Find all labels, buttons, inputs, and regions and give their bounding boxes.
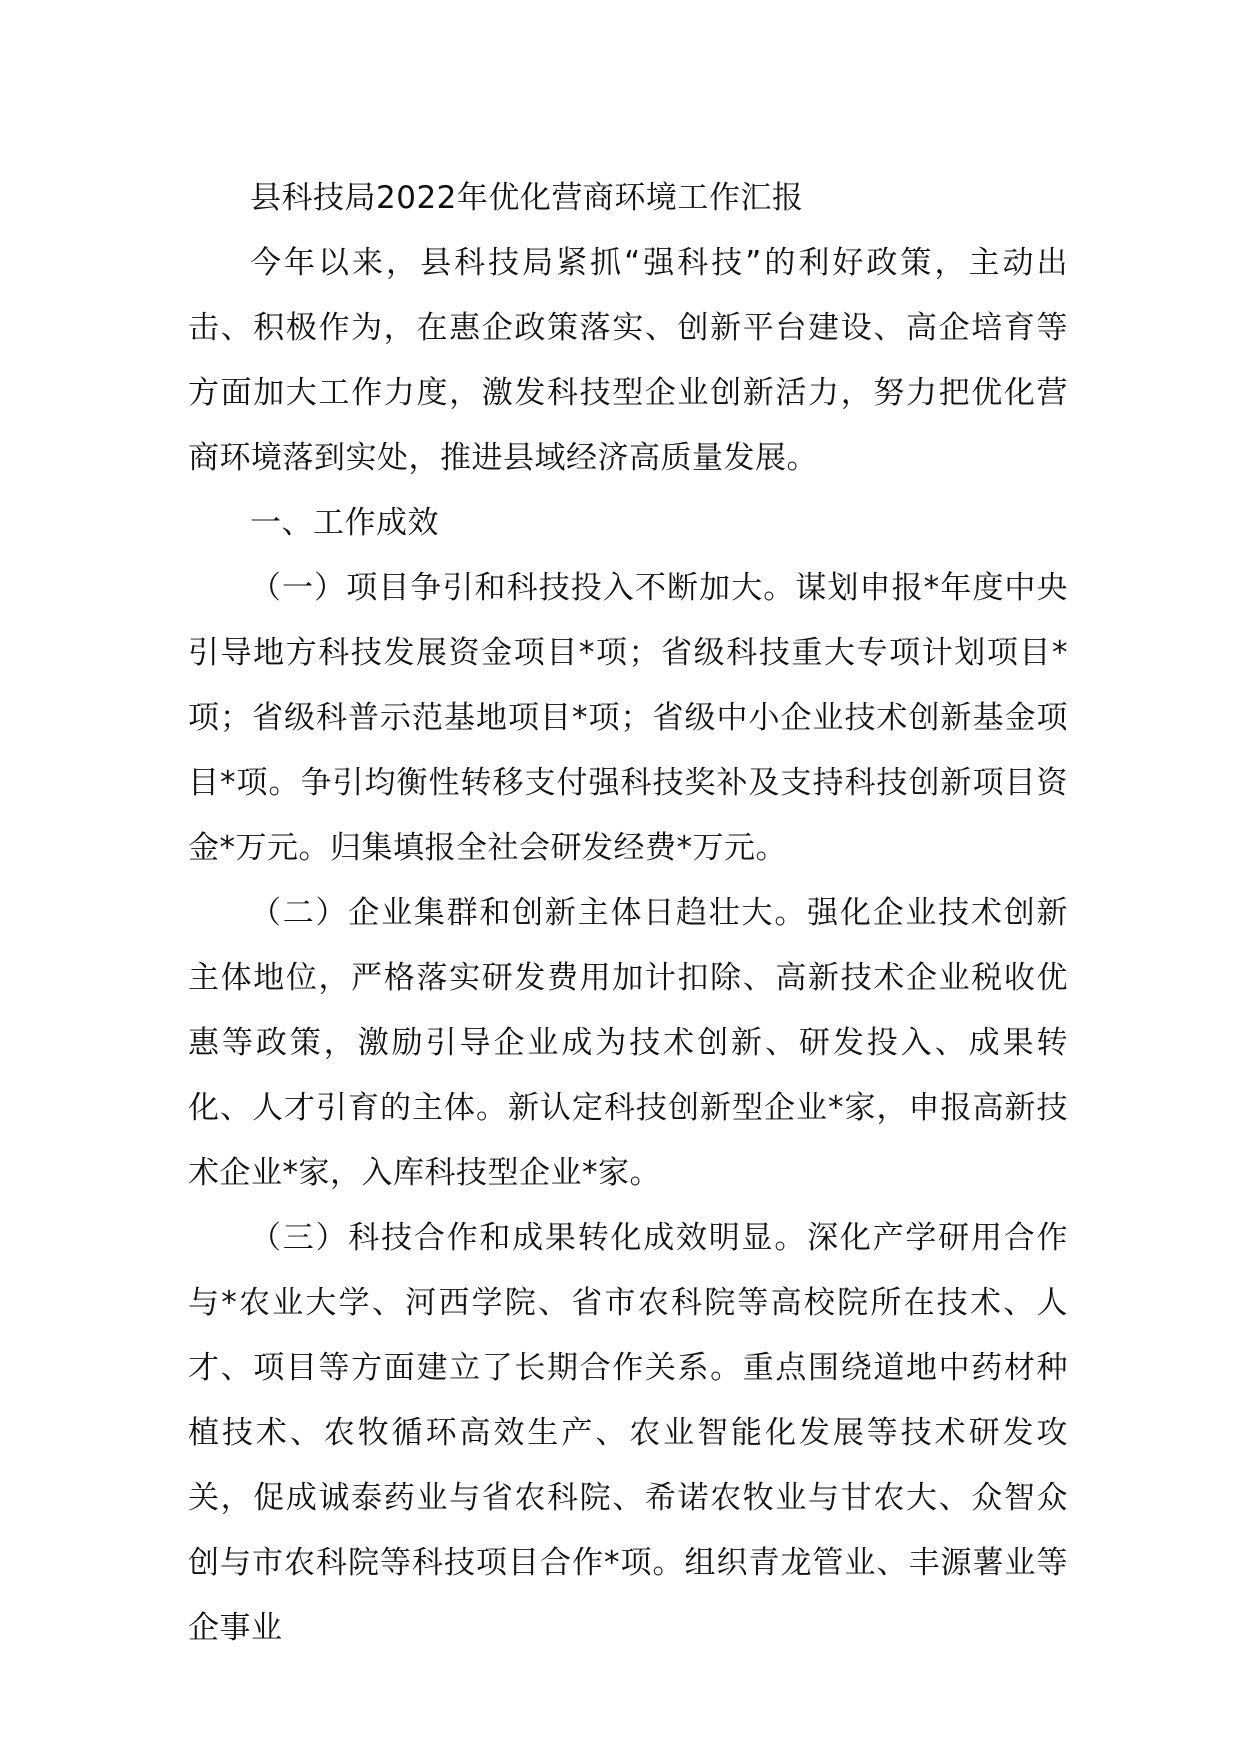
section-heading: 一、工作成效: [250, 505, 439, 541]
paragraph-item-2: （二）企业集群和创新主体日趋壮大。强化企业技术创新主体地位，严格落实研发费用加计扣除、高新技术企业税收优惠等政策，激励引导企业成为技术创新、研发投入、成果转化、人才引育的主体。新认定科技创新型企业*家，申报高新技术企业*家，入库科技型企业*家。: [188, 895, 1068, 1191]
intro-paragraph: 今年以来，县科技局紧抓“强科技”的利好政策，主动出击、积极作为，在惠企政策落实、创新平台建设、高企培育等方面加大工作力度，激发科技型企业创新活力，努力把优化营商环境落到实处，推进县域经济高质量发展。: [188, 245, 1068, 476]
paragraph-item-1: （一）项目争引和科技投入不断加大。谋划申报*年度中央引导地方科技发展资金项目*项；省级科技重大专项计划项目*项；省级科普示范基地项目*项；省级中小企业技术创新基金项目*项。争引均衡性转移支付强科技奖补及支持科技创新项目资金*万元。归集填报全社会研发经费*万元。: [188, 570, 1068, 866]
paragraph-item-3: （三）科技合作和成果转化成效明显。深化产学研用合作与*农业大学、河西学院、省市农科院等高校院所在技术、人才、项目等方面建立了长期合作关系。重点围绕道地中药材种植技术、农牧循环高效生产、农业智能化发展等技术研发攻关，促成诚泰药业与省农科院、希诺农牧业与甘农大、众智众创与市农科院等科技项目合作*项。组织青龙管业、丰源薯业等企事业: [188, 1220, 1068, 1646]
document-title: 县科技局2022年优化营商环境工作汇报: [250, 180, 804, 216]
document-body: [188, 166, 1068, 1661]
